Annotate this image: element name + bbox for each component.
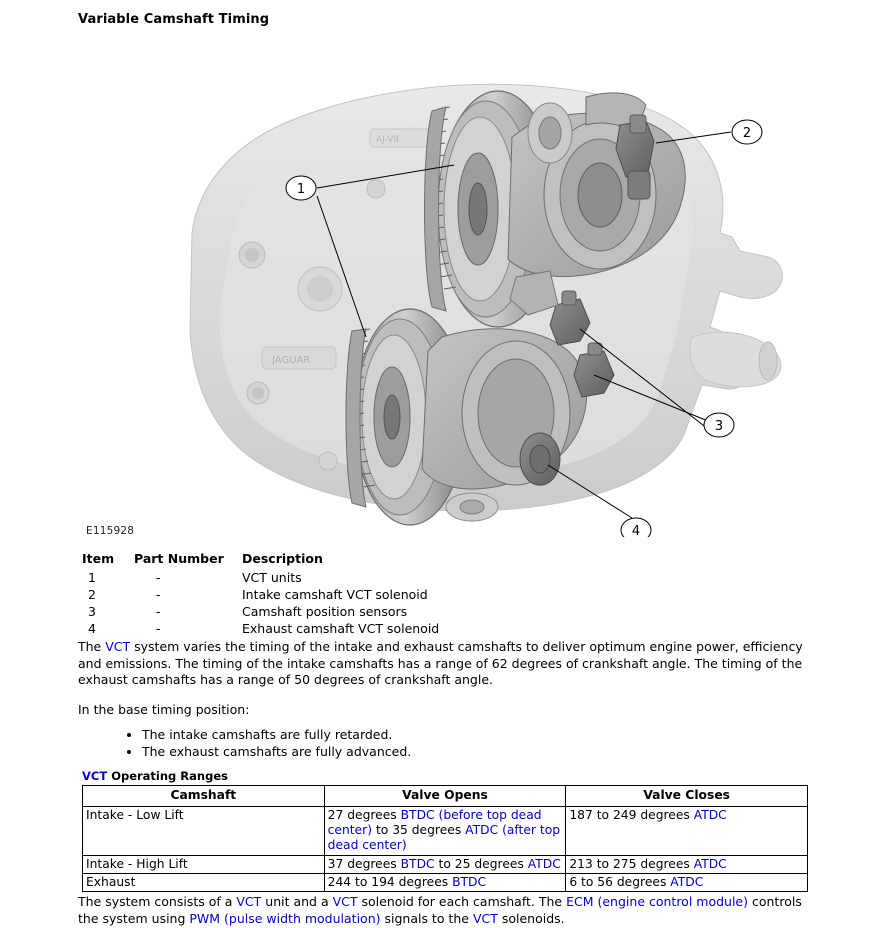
atdc-link[interactable]: ATDC (693, 807, 727, 822)
cell-item: 3 (88, 604, 96, 619)
cell-valve-closes (566, 855, 808, 873)
cell-valve-opens (324, 806, 566, 855)
cell-camshaft: Exhaust (83, 874, 325, 892)
svg-text:4: 4 (631, 524, 641, 537)
opens-pre: 244 to 194 degrees (327, 875, 453, 890)
atdc-link[interactable]: ATDC (693, 856, 727, 871)
cell-camshaft: Intake - High Lift (83, 855, 325, 873)
ranges-table-caption (82, 769, 810, 783)
cell-valve-closes (566, 806, 808, 855)
svg-text:AJ-V8: AJ-V8 (376, 135, 400, 145)
footer-text-2: unit and a (261, 894, 333, 910)
intro-text-2: system varies the timing of the intake and exhaust camshafts to deliver optimum engine power, efficiency and emissions. The timing of the intake camshafts has a range of 62 degrees of crankshaft angle. The timing of the exhaust camshafts has a range of 50 degrees of crankshaft angle. (78, 639, 803, 688)
svg-text:JAGUAR: JAGUAR (272, 355, 311, 366)
opens-mid: to 25 degrees (434, 856, 528, 871)
callout-4 (621, 518, 651, 537)
footer-text-3: solenoid for each camshaft. The (357, 894, 567, 910)
footer-text-5: signals to the (380, 911, 473, 927)
table-row (78, 620, 558, 637)
cell-valve-opens (324, 874, 566, 892)
btdc-link[interactable]: BTDC (before top dead center) (327, 807, 542, 837)
table-row (78, 603, 558, 620)
cell-part-number: - (156, 587, 161, 602)
table-row (83, 874, 808, 892)
ranges-header-row (83, 786, 808, 806)
callout-2 (732, 120, 762, 144)
column-header-item: Item (82, 551, 115, 566)
parts-table (78, 551, 558, 637)
exhaust-camshaft-vct-solenoid (520, 433, 560, 485)
pwm-link[interactable]: PWM (pulse width modulation) (189, 911, 381, 927)
footer-text-4: controls the system using (78, 894, 802, 927)
atdc-link[interactable]: ATDC (670, 875, 704, 890)
closes-pre: 187 to 249 degrees (569, 807, 694, 822)
cell-part-number: - (156, 621, 161, 636)
table-row (78, 586, 558, 603)
ranges-caption-text: Operating Ranges (107, 769, 228, 784)
cell-part-number: - (156, 604, 161, 619)
callout-3 (704, 413, 734, 437)
atdc-link[interactable]: ATDC (527, 856, 561, 871)
svg-text:1: 1 (296, 182, 306, 197)
base-timing-paragraph: In the base timing position: (78, 701, 250, 717)
vct-link-caption[interactable]: VCT (82, 769, 108, 784)
footer-text-1: The system consists of a (78, 894, 237, 910)
engine-illustration (80, 37, 810, 537)
cell-item: 2 (88, 587, 96, 602)
column-header-valve-closes: Valve Closes (566, 786, 808, 806)
ecm-link[interactable]: ECM (engine control module) (566, 894, 749, 910)
footer-paragraph (78, 894, 810, 927)
column-header-part-number: Part Number (134, 551, 224, 566)
column-header-valve-opens: Valve Opens (324, 786, 566, 806)
intro-text-1: The (78, 639, 106, 654)
opens-pre: 37 degrees (327, 856, 401, 871)
cell-description: Intake camshaft VCT solenoid (242, 587, 428, 602)
vct-operating-ranges-table (82, 785, 808, 892)
btdc-link[interactable]: BTDC (452, 875, 487, 890)
base-timing-bullet-list (78, 727, 810, 762)
table-row (78, 569, 558, 586)
parts-table-header-row (78, 551, 558, 569)
cell-item: 4 (88, 621, 96, 636)
vct-link[interactable]: VCT (332, 894, 358, 910)
figure-id: E115928 (86, 525, 135, 537)
page-title: Variable Camshaft Timing (78, 12, 270, 27)
cell-part-number: - (156, 570, 161, 585)
vct-link[interactable]: VCT (472, 911, 498, 927)
vct-link[interactable]: VCT (105, 639, 131, 654)
cell-item: 1 (88, 570, 96, 585)
atdc-link[interactable]: ATDC (after top dead center) (327, 822, 561, 853)
cell-valve-closes (566, 874, 808, 892)
cell-valve-opens (324, 855, 566, 873)
table-row (83, 806, 808, 855)
column-header-camshaft: Camshaft (83, 786, 325, 806)
intro-paragraph (78, 639, 810, 689)
cell-camshaft: Intake - Low Lift (83, 806, 325, 855)
cell-description: Exhaust camshaft VCT solenoid (242, 621, 440, 636)
column-header-description: Description (242, 551, 323, 566)
vct-link[interactable]: VCT (236, 894, 262, 910)
list-item: • The intake camshafts are fully retarded. (142, 727, 810, 744)
closes-pre: 6 to 56 degrees (569, 875, 671, 890)
svg-text:2: 2 (742, 126, 752, 141)
svg-text:3: 3 (714, 419, 724, 434)
btdc-link[interactable]: BTDC (400, 856, 435, 871)
cell-description: VCT units (242, 570, 302, 585)
callout-1 (286, 176, 316, 200)
list-item: • The exhaust camshafts are fully advanced. (142, 744, 810, 761)
opens-mid: to 35 degrees (372, 822, 466, 837)
cell-description: Camshaft position sensors (242, 604, 408, 619)
opens-pre: 27 degrees (327, 807, 401, 822)
closes-pre: 213 to 275 degrees (569, 856, 694, 871)
footer-text-6: solenoids. (497, 911, 565, 927)
table-row (83, 855, 808, 873)
